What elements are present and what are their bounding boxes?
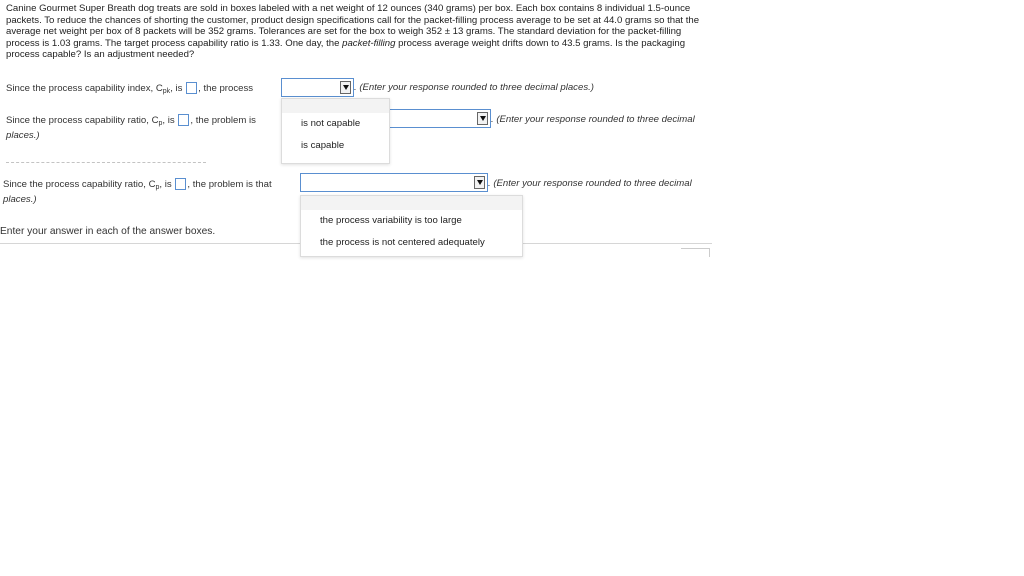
q3-after: , the problem is that: [187, 179, 272, 190]
question-cpk: [6, 82, 253, 98]
q1-hint: . (Enter your response rounded to three decimal places.): [354, 82, 594, 93]
corner-control: [681, 248, 710, 257]
q3-prefix: Since the process capability ratio, C: [3, 179, 156, 190]
question-cp-2: [3, 178, 272, 194]
q2-after: , the problem is: [190, 115, 256, 126]
cp-answer-box-1[interactable]: [178, 114, 189, 126]
q3-subscript: p: [155, 184, 160, 191]
chevron-down-icon[interactable]: [340, 81, 351, 94]
problem-text-part1: Canine Gourmet Super Breath dog treats are sold in boxes labeled with a net weight of 12 ounces (340 grams) per box. Each box contains 8 individual 1.5-ounce packets. To reduce the chances of shorting the customer, product design specifications call for the packet-filling process average to be set at 44.0 grams so that the average net weight per box of 8 packets will be 352 grams. Tolerances are set for the box to weigh 352 ± 13 grams. The standard deviation for the packet-filling process is 1.03 grams. The target process capability ratio is 1.33. One day, the: [6, 3, 700, 49]
option-is-not-capable[interactable]: is not capable: [301, 118, 361, 129]
chevron-down-icon[interactable]: [477, 112, 488, 125]
dropdown-menu-capability: [281, 98, 390, 164]
q2-prefix: Since the process capability ratio, C: [6, 115, 159, 126]
dropdown-blank-option[interactable]: [282, 99, 389, 113]
option-is-capable[interactable]: is capable: [301, 140, 345, 151]
problem-text-italic: packet-filling: [342, 37, 396, 49]
obscured-line: [6, 162, 206, 164]
q1-mid: , is: [170, 83, 183, 94]
problem-statement: [6, 3, 714, 61]
cp-answer-box-2[interactable]: [175, 178, 186, 190]
problem-select-1[interactable]: [388, 109, 491, 128]
q1-after: , the process: [198, 83, 254, 94]
q2-hint-wrap: places.): [6, 130, 40, 141]
question-cp-1: [6, 114, 256, 130]
option-variability-too-large[interactable]: the process variability is too large: [320, 215, 462, 226]
cpk-answer-box[interactable]: [186, 82, 197, 94]
option-not-centered[interactable]: the process is not centered adequately: [320, 237, 485, 248]
chevron-down-icon[interactable]: [474, 176, 485, 189]
process-capable-select[interactable]: [281, 78, 354, 97]
dropdown-blank-option[interactable]: [301, 196, 522, 210]
q3-mid: , is: [159, 179, 172, 190]
q3-hint-wrap: places.): [3, 194, 37, 205]
q1-subscript: pk: [162, 88, 171, 95]
q2-subscript: p: [158, 120, 163, 127]
q2-mid: , is: [162, 115, 175, 126]
footer-instruction: Enter your answer in each of the answer boxes.: [0, 226, 216, 237]
q1-prefix: Since the process capability index, C: [6, 83, 163, 94]
dropdown-menu-problem: [300, 195, 523, 257]
q2-hint: . (Enter your response rounded to three decimal: [491, 114, 695, 125]
problem-text-part2: process average weight drifts down to 43.5 grams. Is the packaging process capable? Is an adjustment needed?: [6, 37, 686, 61]
q3-hint: . (Enter your response rounded to three decimal: [488, 178, 692, 189]
problem-select-2[interactable]: [300, 173, 488, 192]
